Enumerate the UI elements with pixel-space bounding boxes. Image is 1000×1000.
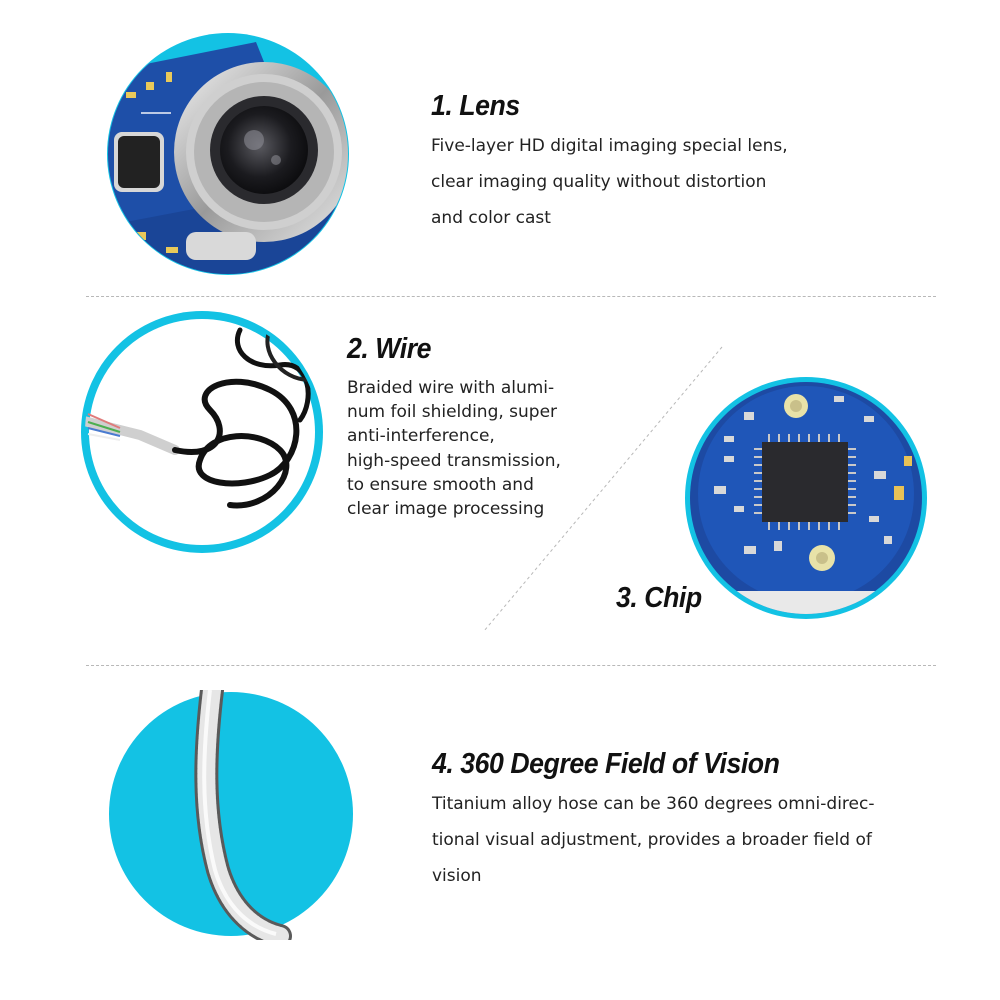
vision-title: 4. 360 Degree Field of Vision <box>432 748 780 780</box>
wire-line-6: clear image processing <box>347 499 545 519</box>
hose-image <box>100 690 362 940</box>
wire-title: 2. Wire <box>347 333 432 365</box>
wire-line-3: anti-interference, <box>347 426 495 446</box>
wire-line-5: to ensure smooth and <box>347 475 534 495</box>
chip-image <box>684 376 928 620</box>
lens-line-2: clear imaging quality without distortion <box>431 172 767 192</box>
wire-line-1: Braided wire with alumi- <box>347 378 555 398</box>
lens-image <box>106 32 350 276</box>
lens-line-1: Five-layer HD digital imaging special lens, <box>431 136 788 156</box>
divider-bottom <box>86 665 936 666</box>
vision-line-2: tional visual adjustment, provides a broader field of <box>432 830 872 850</box>
wire-line-2: num foil shielding, super <box>347 402 558 422</box>
divider-top <box>86 296 936 297</box>
wire-image <box>80 310 324 554</box>
chip-title: 3. Chip <box>616 582 702 614</box>
wire-line-4: high-speed transmission, <box>347 451 561 471</box>
lens-line-3: and color cast <box>431 208 551 228</box>
vision-line-1: Titanium alloy hose can be 360 degrees omni-direc- <box>432 794 875 814</box>
lens-title: 1. Lens <box>431 90 520 122</box>
vision-line-3: vision <box>432 866 482 886</box>
